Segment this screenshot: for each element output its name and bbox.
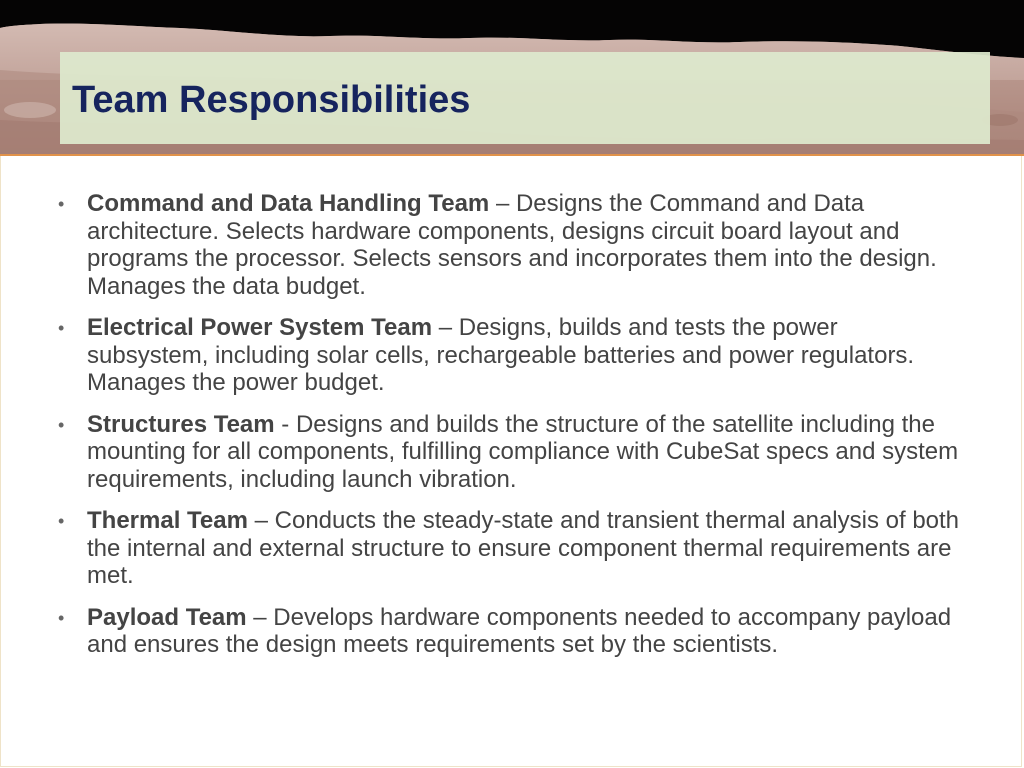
team-description: – Designs, builds and tests the power subsystem, including solar cells, rechargeable batteries and power regulators. Manages the power budget. — [87, 314, 915, 396]
team-name: Payload Team — [87, 603, 247, 631]
responsibility-list — [0, 190, 1024, 673]
bullet-icon: • — [58, 511, 65, 531]
bullet-icon: • — [58, 318, 65, 338]
team-name: Structures Team — [87, 410, 275, 438]
list-item-thermal — [0, 507, 1024, 590]
team-description: – Develops hardware components needed to accompany payload and ensures the design meets requirements set by the scientists. — [87, 603, 952, 658]
bullet-icon: • — [58, 414, 65, 435]
team-name: Thermal Team — [87, 507, 248, 534]
list-item-payload — [0, 604, 1024, 659]
bullet-icon: • — [58, 194, 65, 214]
team-description: - Designs and builds the structure of the satellite including the mounting for all components, fulfilling compliance with CubeSat specs and system requirements, including launch vibration. — [87, 410, 959, 493]
team-description: – Designs the Command and Data architecture. Selects hardware components, designs circuit board layout and programs the processor. Selects sensors and incorporates them into the design. Manages the data budget. — [87, 190, 937, 300]
bullet-icon: • — [58, 607, 65, 628]
list-item-command-data-handling — [0, 190, 1024, 300]
list-item-structures — [0, 411, 1024, 494]
list-item-electrical-power — [0, 314, 1024, 397]
team-description: – Conducts the steady-state and transient thermal analysis of both the internal and external structure to ensure component thermal requirements are met. — [87, 507, 960, 589]
team-name: Electrical Power System Team — [87, 314, 433, 341]
team-name: Command and Data Handling Team — [87, 190, 490, 217]
slide-title: Team Responsibilities — [72, 79, 471, 121]
